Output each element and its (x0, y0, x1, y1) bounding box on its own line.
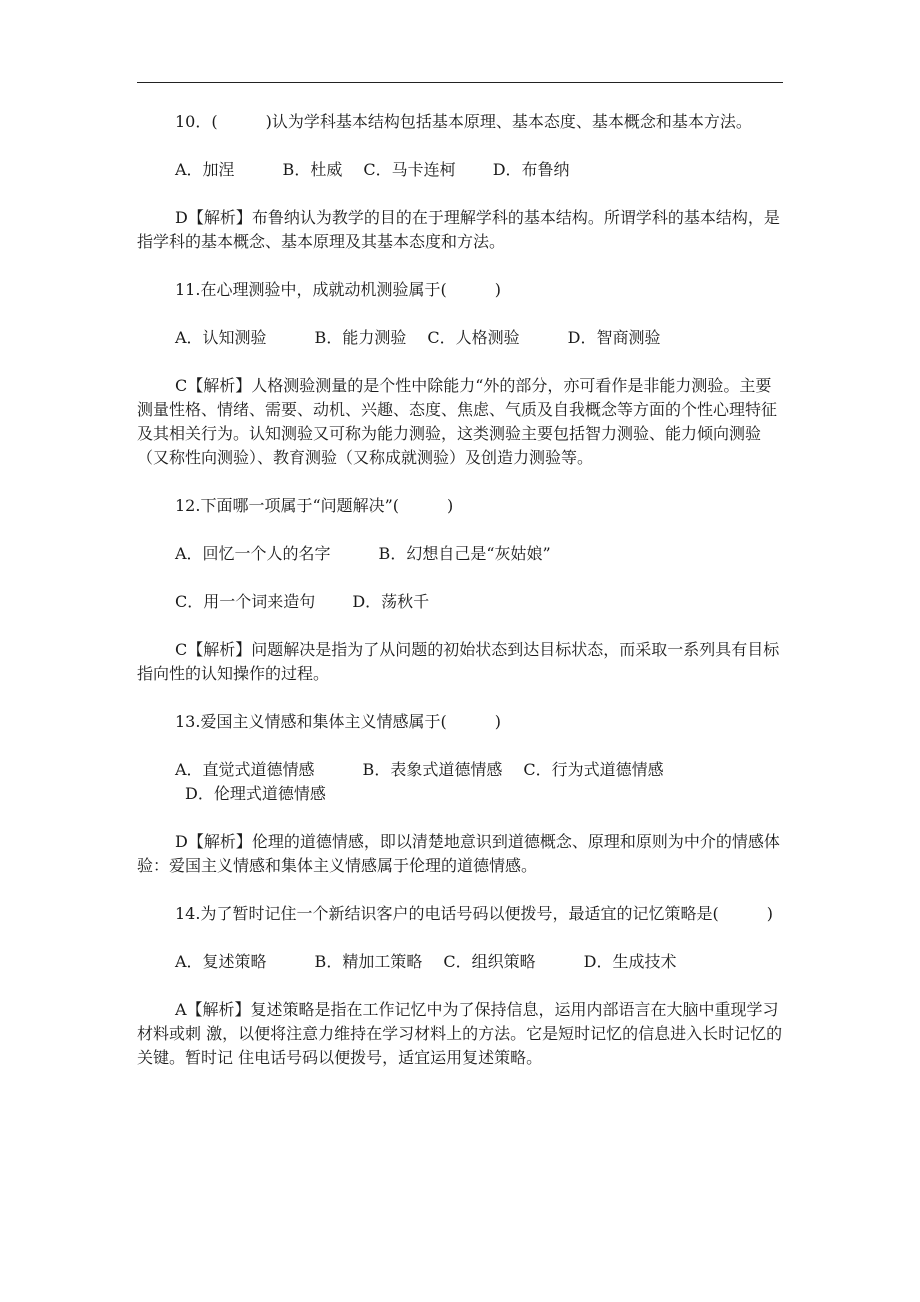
question-11-analysis: C【解析】人格测验测量的是个性中除能力“外的部分，亦可看作是非能力测验。主要测量性格、情绪、需要、动机、兴趣、态度、焦虑、气质及自我概念等方面的个性心理特征及其相关行为。认知测验又可称为能力测验，这类测验主要包括智力测验、能力倾向测验（又称性向测验）、教育测验（又称成就测验）及创造力测验等。 (137, 376, 778, 467)
question-12-analysis: C【解析】问题解决是指为了从问题的初始状态到达目标状态，而采取一系列具有目标指向性的认知操作的过程。 (137, 640, 780, 683)
question-13-analysis: D【解析】伦理的道德情感，即以清楚地意识到道德概念、原理和原则为中介的情感体验：爱国主义情感和集体主义情感属于伦理的道德情感。 (137, 832, 780, 875)
question-13-options-line2: D．伦理式道德情感 (185, 784, 326, 803)
question-11-options: A．认知测验 B．能力测验 C．人格测验 D．智商测验 (175, 328, 661, 347)
question-12-options-line2: C．用一个词来造句 D．荡秋千 (175, 592, 430, 611)
question-14-analysis: A【解析】复述策略是指在工作记忆中为了保持信息，运用内部语言在大脑中重现学习材料或刺 激，以便将注意力维持在学习材料上的方法。它是短时记忆的信息进入长时记忆的关键。暂时记 住电话号码以便拨号，适宜运用复述策略。 (137, 1000, 783, 1067)
question-12-options-line1: A．回忆一个人的名字 B．幻想自己是“灰姑娘” (175, 544, 551, 563)
question-14-options: A．复述策略 B．精加工策略 C．组织策略 D．生成技术 (175, 952, 677, 971)
question-11-stem: 11.在心理测验中，成就动机测验属于( ) (175, 280, 501, 299)
question-13-options-line1: A．直觉式道德情感 B．表象式道德情感 C．行为式道德情感 (175, 760, 664, 779)
question-10-options: A．加涅 B．杜威 C．马卡连柯 D．布鲁纳 (175, 160, 570, 179)
question-14-stem: 14.为了暂时记住一个新结识客户的电话号码以便拨号，最适宜的记忆策略是( ) (175, 904, 773, 923)
question-12-stem: 12.下面哪一项属于“问题解决”( ) (175, 496, 454, 515)
header-rule (137, 82, 783, 83)
question-13-stem: 13.爱国主义情感和集体主义情感属于( ) (175, 712, 501, 731)
question-10-analysis: D【解析】布鲁纳认为教学的目的在于理解学科的基本结构。所谓学科的基本结构，是指学科的基本概念、基本原理及其基本态度和方法。 (137, 208, 780, 251)
question-10-stem: 10．( )认为学科基本结构包括基本原理、基本态度、基本概念和基本方法。 (175, 112, 752, 131)
document-body (137, 110, 787, 1070)
